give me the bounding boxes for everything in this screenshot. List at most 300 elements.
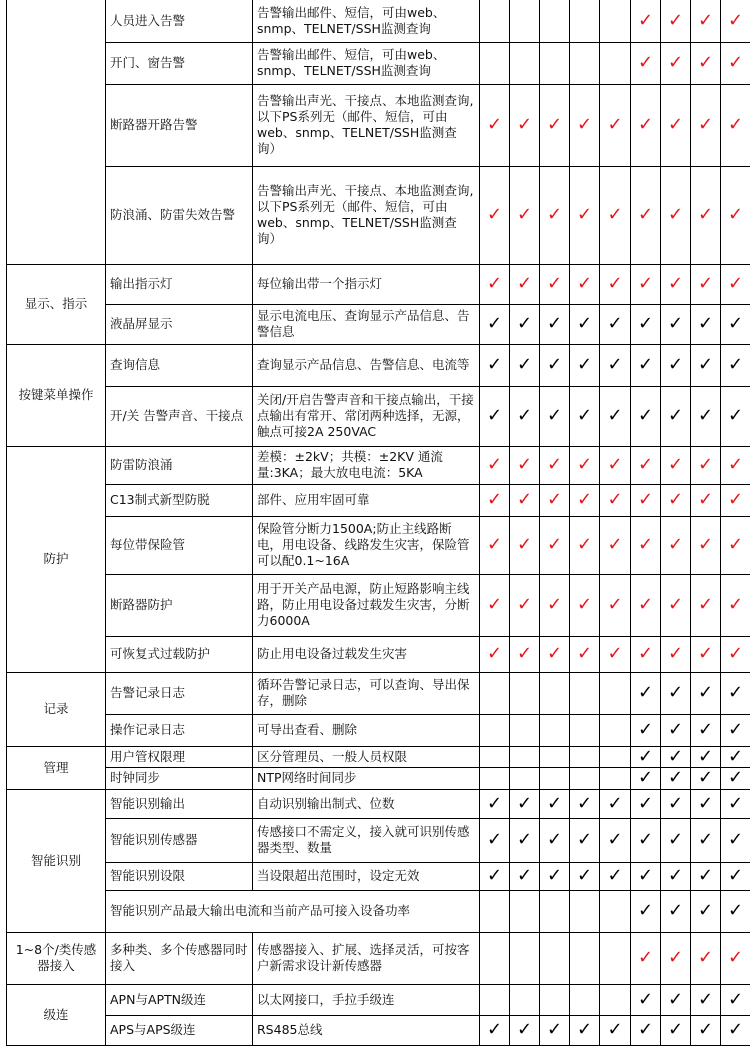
black-check-icon: ✓ xyxy=(516,829,533,850)
support-cell xyxy=(480,984,510,1015)
red-check-icon: ✓ xyxy=(667,489,684,510)
description-cell: 差模：±2kV；共模：±2KV 通流量:3KA；最大放电电流：5KA xyxy=(253,446,480,484)
support-cell xyxy=(480,789,510,818)
red-check-icon: ✓ xyxy=(607,454,623,475)
support-cell xyxy=(540,932,570,984)
table-row xyxy=(7,166,750,264)
support-cell xyxy=(721,446,750,484)
description-cell: 查询显示产品信息、告警信息、电流等 xyxy=(253,344,480,386)
support-cell xyxy=(480,932,510,984)
black-check-icon: ✓ xyxy=(667,792,684,814)
red-check-icon: ✓ xyxy=(546,204,563,225)
black-check-icon: ✓ xyxy=(667,719,684,740)
support-cell xyxy=(600,574,631,636)
table-row xyxy=(7,932,750,984)
black-check-icon: ✓ xyxy=(637,792,654,814)
support-cell xyxy=(510,344,540,386)
black-check-icon: ✓ xyxy=(576,405,593,426)
black-check-icon: ✓ xyxy=(546,865,563,886)
red-check-icon: ✓ xyxy=(637,9,654,31)
support-cell xyxy=(570,166,600,264)
support-cell xyxy=(510,84,540,166)
support-cell xyxy=(480,1015,510,1045)
black-check-icon: ✓ xyxy=(637,682,654,703)
support-cell xyxy=(480,890,510,932)
black-check-icon: ✓ xyxy=(727,865,744,886)
description-cell: 区分管理员、一般人员权限 xyxy=(253,746,480,767)
table-row xyxy=(7,0,750,42)
support-cell xyxy=(540,344,570,386)
black-check-icon: ✓ xyxy=(607,313,623,334)
support-cell xyxy=(510,0,540,42)
support-cell xyxy=(600,714,631,746)
red-check-icon: ✓ xyxy=(486,454,503,475)
red-check-icon: ✓ xyxy=(546,273,563,294)
support-cell xyxy=(480,84,510,166)
red-check-icon: ✓ xyxy=(727,489,744,510)
support-cell xyxy=(540,714,570,746)
support-cell xyxy=(510,862,540,890)
red-check-icon: ✓ xyxy=(576,204,593,225)
support-cell xyxy=(600,767,631,789)
support-cell xyxy=(661,818,691,862)
support-cell xyxy=(510,516,540,574)
support-cell xyxy=(540,818,570,862)
support-cell xyxy=(480,746,510,767)
support-cell xyxy=(661,42,691,84)
black-check-icon: ✓ xyxy=(516,1019,533,1040)
black-check-icon: ✓ xyxy=(697,746,714,767)
black-check-icon: ✓ xyxy=(697,405,714,426)
red-check-icon: ✓ xyxy=(637,947,654,968)
support-cell xyxy=(480,446,510,484)
feature-cell: 断路器防护 xyxy=(106,574,253,636)
support-cell xyxy=(661,446,691,484)
feature-cell: APN与APTN级连 xyxy=(106,984,253,1015)
black-check-icon: ✓ xyxy=(637,1019,654,1040)
support-cell xyxy=(570,386,600,446)
support-cell xyxy=(540,636,570,672)
red-check-icon: ✓ xyxy=(576,454,593,475)
support-cell xyxy=(691,344,721,386)
support-cell xyxy=(721,574,750,636)
support-cell xyxy=(570,714,600,746)
support-cell xyxy=(510,42,540,84)
support-cell xyxy=(510,789,540,818)
description-cell: 显示电流电压、查询显示产品信息、告警信息 xyxy=(253,304,480,344)
support-cell xyxy=(600,386,631,446)
black-check-icon: ✓ xyxy=(667,865,684,886)
support-cell xyxy=(661,344,691,386)
black-check-icon: ✓ xyxy=(727,988,744,1010)
feature-cell: 防浪涌、防雷失效告警 xyxy=(106,166,253,264)
support-cell xyxy=(480,344,510,386)
support-cell xyxy=(631,932,661,984)
support-cell xyxy=(661,714,691,746)
support-cell xyxy=(600,789,631,818)
feature-cell: 每位带保险管 xyxy=(106,516,253,574)
support-cell xyxy=(631,767,661,789)
support-cell xyxy=(570,890,600,932)
support-cell xyxy=(510,1015,540,1045)
black-check-icon: ✓ xyxy=(546,1019,563,1040)
black-check-icon: ✓ xyxy=(486,865,503,886)
support-cell xyxy=(661,166,691,264)
description-cell: RS485总线 xyxy=(253,1015,480,1045)
support-cell xyxy=(570,789,600,818)
table-row xyxy=(7,714,750,746)
support-cell xyxy=(691,714,721,746)
support-cell xyxy=(540,746,570,767)
support-cell xyxy=(510,574,540,636)
black-check-icon: ✓ xyxy=(637,865,654,886)
support-cell xyxy=(721,818,750,862)
support-cell xyxy=(721,42,750,84)
support-cell xyxy=(661,890,691,932)
black-check-icon: ✓ xyxy=(727,900,744,921)
red-check-icon: ✓ xyxy=(637,204,654,225)
feature-cell: 操作记录日志 xyxy=(106,714,253,746)
black-check-icon: ✓ xyxy=(576,792,593,814)
description-cell: 用于开关产品电源，防止短路影响主线路，防止用电设备过载发生灾害，分断力6000A xyxy=(253,574,480,636)
support-cell xyxy=(721,932,750,984)
feature-cell: 智能识别输出 xyxy=(106,789,253,818)
feature-cell: 告警记录日志 xyxy=(106,672,253,714)
support-cell xyxy=(631,672,661,714)
support-cell xyxy=(691,862,721,890)
support-cell xyxy=(691,789,721,818)
black-check-icon: ✓ xyxy=(727,746,744,767)
red-check-icon: ✓ xyxy=(486,204,503,225)
support-cell xyxy=(661,84,691,166)
support-cell xyxy=(631,264,661,304)
support-cell xyxy=(661,767,691,789)
black-check-icon: ✓ xyxy=(727,829,744,850)
feature-cell: 液晶屏显示 xyxy=(106,304,253,344)
support-cell xyxy=(480,818,510,862)
support-cell xyxy=(691,890,721,932)
red-check-icon: ✓ xyxy=(727,643,744,664)
support-cell xyxy=(540,386,570,446)
red-check-icon: ✓ xyxy=(697,534,714,555)
support-cell xyxy=(631,386,661,446)
red-check-icon: ✓ xyxy=(667,534,684,555)
support-cell xyxy=(540,304,570,344)
black-check-icon: ✓ xyxy=(667,988,684,1010)
description-cell: 传感接口不需定义，接入就可识别传感器类型、数量 xyxy=(253,818,480,862)
red-check-icon: ✓ xyxy=(697,454,714,475)
description-cell: 部件、应用牢固可靠 xyxy=(253,484,480,516)
black-check-icon: ✓ xyxy=(667,354,684,375)
support-cell xyxy=(721,714,750,746)
feature-cell: 智能识别传感器 xyxy=(106,818,253,862)
support-cell xyxy=(570,672,600,714)
support-cell xyxy=(600,636,631,672)
description-cell: 关闭/开启告警声音和干接点输出，干接点输出有常开、常闭两种选择，无源，触点可接2A 250VAC xyxy=(253,386,480,446)
support-cell xyxy=(540,890,570,932)
black-check-icon: ✓ xyxy=(697,1019,714,1040)
support-cell xyxy=(631,84,661,166)
support-cell xyxy=(631,636,661,672)
red-check-icon: ✓ xyxy=(637,114,654,135)
category-cell: 记录 xyxy=(7,672,106,746)
red-check-icon: ✓ xyxy=(697,643,714,664)
red-check-icon: ✓ xyxy=(727,273,744,294)
support-cell xyxy=(540,484,570,516)
black-check-icon: ✓ xyxy=(697,719,714,740)
support-cell xyxy=(570,516,600,574)
black-check-icon: ✓ xyxy=(516,313,533,334)
support-cell xyxy=(480,264,510,304)
support-cell xyxy=(510,932,540,984)
support-cell xyxy=(631,890,661,932)
support-cell xyxy=(691,984,721,1015)
red-check-icon: ✓ xyxy=(546,594,563,615)
support-cell xyxy=(540,672,570,714)
red-check-icon: ✓ xyxy=(607,594,623,615)
support-cell xyxy=(510,890,540,932)
support-cell xyxy=(540,0,570,42)
black-check-icon: ✓ xyxy=(697,313,714,334)
red-check-icon: ✓ xyxy=(697,204,714,225)
support-cell xyxy=(661,636,691,672)
support-cell xyxy=(540,264,570,304)
red-check-icon: ✓ xyxy=(697,947,714,968)
black-check-icon: ✓ xyxy=(637,313,654,334)
table-row xyxy=(7,264,750,304)
support-cell xyxy=(600,516,631,574)
description-cell: 可导出查看、删除 xyxy=(253,714,480,746)
support-cell xyxy=(661,0,691,42)
red-check-icon: ✓ xyxy=(516,534,533,555)
feature-cell: 开门、窗告警 xyxy=(106,42,253,84)
red-check-icon: ✓ xyxy=(727,534,744,555)
description-cell: 当设限超出范围时，设定无效 xyxy=(253,862,480,890)
red-check-icon: ✓ xyxy=(667,594,684,615)
black-check-icon: ✓ xyxy=(727,354,744,375)
red-check-icon: ✓ xyxy=(667,52,684,73)
support-cell xyxy=(570,636,600,672)
red-check-icon: ✓ xyxy=(697,9,714,31)
red-check-icon: ✓ xyxy=(607,114,623,135)
red-check-icon: ✓ xyxy=(727,114,744,135)
black-check-icon: ✓ xyxy=(486,1019,503,1040)
table-row xyxy=(7,1015,750,1045)
black-check-icon: ✓ xyxy=(637,719,654,740)
feature-cell: 智能识别设限 xyxy=(106,862,253,890)
support-cell xyxy=(721,636,750,672)
table-row xyxy=(7,789,750,818)
support-cell xyxy=(600,166,631,264)
support-cell xyxy=(691,484,721,516)
support-cell xyxy=(600,1015,631,1045)
support-cell xyxy=(721,516,750,574)
black-check-icon: ✓ xyxy=(516,792,533,814)
support-cell xyxy=(570,0,600,42)
support-cell xyxy=(631,818,661,862)
support-cell xyxy=(600,862,631,890)
support-cell xyxy=(661,264,691,304)
support-cell xyxy=(540,789,570,818)
red-check-icon: ✓ xyxy=(607,643,623,664)
black-check-icon: ✓ xyxy=(546,829,563,850)
support-cell xyxy=(691,574,721,636)
support-cell xyxy=(600,818,631,862)
feature-cell: 查询信息 xyxy=(106,344,253,386)
black-check-icon: ✓ xyxy=(576,354,593,375)
red-check-icon: ✓ xyxy=(546,114,563,135)
support-cell xyxy=(661,932,691,984)
black-check-icon: ✓ xyxy=(486,829,503,850)
description-cell: 以太网接口，手拉手级连 xyxy=(253,984,480,1015)
support-cell xyxy=(540,516,570,574)
description-cell: 传感器接入、扩展、选择灵活，可按客户新需求设计新传感器 xyxy=(253,932,480,984)
support-cell xyxy=(691,446,721,484)
category-cell: 防护 xyxy=(7,446,106,672)
support-cell xyxy=(570,746,600,767)
red-check-icon: ✓ xyxy=(697,489,714,510)
red-check-icon: ✓ xyxy=(576,594,593,615)
black-check-icon: ✓ xyxy=(667,767,684,788)
red-check-icon: ✓ xyxy=(486,489,503,510)
black-check-icon: ✓ xyxy=(607,405,623,426)
red-check-icon: ✓ xyxy=(667,204,684,225)
support-cell xyxy=(631,574,661,636)
table-row xyxy=(7,304,750,344)
red-check-icon: ✓ xyxy=(546,534,563,555)
description-cell: 循环告警记录日志，可以查询、导出保存，删除 xyxy=(253,672,480,714)
black-check-icon: ✓ xyxy=(727,405,744,426)
feature-cell: 人员进入告警 xyxy=(106,0,253,42)
support-cell xyxy=(691,932,721,984)
support-cell xyxy=(661,516,691,574)
support-cell xyxy=(721,264,750,304)
support-cell xyxy=(540,767,570,789)
support-cell xyxy=(570,84,600,166)
support-cell xyxy=(661,746,691,767)
black-check-icon: ✓ xyxy=(546,313,563,334)
support-cell xyxy=(570,264,600,304)
support-cell xyxy=(600,984,631,1015)
black-check-icon: ✓ xyxy=(697,988,714,1010)
red-check-icon: ✓ xyxy=(667,9,684,31)
support-cell xyxy=(510,767,540,789)
feature-table xyxy=(6,0,750,1046)
support-cell xyxy=(540,42,570,84)
support-cell xyxy=(480,42,510,84)
red-check-icon: ✓ xyxy=(516,454,533,475)
black-check-icon: ✓ xyxy=(637,405,654,426)
support-cell xyxy=(480,0,510,42)
support-cell xyxy=(480,862,510,890)
table-row xyxy=(7,574,750,636)
category-cell: 智能识别 xyxy=(7,789,106,932)
support-cell xyxy=(480,767,510,789)
black-check-icon: ✓ xyxy=(486,405,503,426)
red-check-icon: ✓ xyxy=(486,594,503,615)
red-check-icon: ✓ xyxy=(637,52,654,73)
table-row xyxy=(7,446,750,484)
support-cell xyxy=(691,386,721,446)
support-cell xyxy=(480,386,510,446)
support-cell xyxy=(631,484,661,516)
support-cell xyxy=(600,84,631,166)
black-check-icon: ✓ xyxy=(486,313,503,334)
red-check-icon: ✓ xyxy=(697,52,714,73)
red-check-icon: ✓ xyxy=(667,947,684,968)
support-cell xyxy=(600,672,631,714)
support-cell xyxy=(721,0,750,42)
support-cell xyxy=(480,166,510,264)
red-check-icon: ✓ xyxy=(667,643,684,664)
red-check-icon: ✓ xyxy=(546,489,563,510)
support-cell xyxy=(691,516,721,574)
support-cell xyxy=(661,484,691,516)
red-check-icon: ✓ xyxy=(727,454,744,475)
feature-cell: 时钟同步 xyxy=(106,767,253,789)
red-check-icon: ✓ xyxy=(607,204,623,225)
support-cell xyxy=(691,264,721,304)
black-check-icon: ✓ xyxy=(637,354,654,375)
red-check-icon: ✓ xyxy=(546,454,563,475)
red-check-icon: ✓ xyxy=(546,643,563,664)
black-check-icon: ✓ xyxy=(697,767,714,788)
support-cell xyxy=(510,304,540,344)
black-check-icon: ✓ xyxy=(667,405,684,426)
black-check-icon: ✓ xyxy=(546,405,563,426)
category-cell xyxy=(7,0,106,264)
red-check-icon: ✓ xyxy=(576,489,593,510)
support-cell xyxy=(510,446,540,484)
black-check-icon: ✓ xyxy=(516,354,533,375)
support-cell xyxy=(691,818,721,862)
support-cell xyxy=(480,672,510,714)
feature-cell: 断路器开路告警 xyxy=(106,84,253,166)
support-cell xyxy=(631,516,661,574)
support-cell xyxy=(721,789,750,818)
support-cell xyxy=(570,446,600,484)
table-row xyxy=(7,484,750,516)
red-check-icon: ✓ xyxy=(637,534,654,555)
red-check-icon: ✓ xyxy=(637,454,654,475)
support-cell xyxy=(570,1015,600,1045)
black-check-icon: ✓ xyxy=(667,829,684,850)
table-row xyxy=(7,984,750,1015)
red-check-icon: ✓ xyxy=(486,534,503,555)
red-check-icon: ✓ xyxy=(486,643,503,664)
support-cell xyxy=(510,984,540,1015)
category-cell: 管理 xyxy=(7,746,106,789)
description-cell: 防止用电设备过载发生灾害 xyxy=(253,636,480,672)
table-row xyxy=(7,84,750,166)
red-check-icon: ✓ xyxy=(486,273,503,294)
support-cell xyxy=(540,166,570,264)
support-cell xyxy=(661,862,691,890)
support-cell xyxy=(510,714,540,746)
black-check-icon: ✓ xyxy=(486,792,503,814)
feature-cell: 开/关 告警声音、干接点 xyxy=(106,386,253,446)
support-cell xyxy=(691,1015,721,1045)
table-row xyxy=(7,862,750,890)
red-check-icon: ✓ xyxy=(516,643,533,664)
support-cell xyxy=(661,304,691,344)
support-cell xyxy=(480,304,510,344)
description-cell: 告警输出声光、干接点、本地监测查询,以下PS系列无（邮件、短信，可由web、snmp、TELNET/SSH监测查询） xyxy=(253,84,480,166)
black-check-icon: ✓ xyxy=(667,900,684,921)
black-check-icon: ✓ xyxy=(697,792,714,814)
description-cell: 告警输出声光、干接点、本地监测查询,以下PS系列无（邮件、短信，可由web、snmp、TELNET/SSH监测查询） xyxy=(253,166,480,264)
red-check-icon: ✓ xyxy=(637,643,654,664)
